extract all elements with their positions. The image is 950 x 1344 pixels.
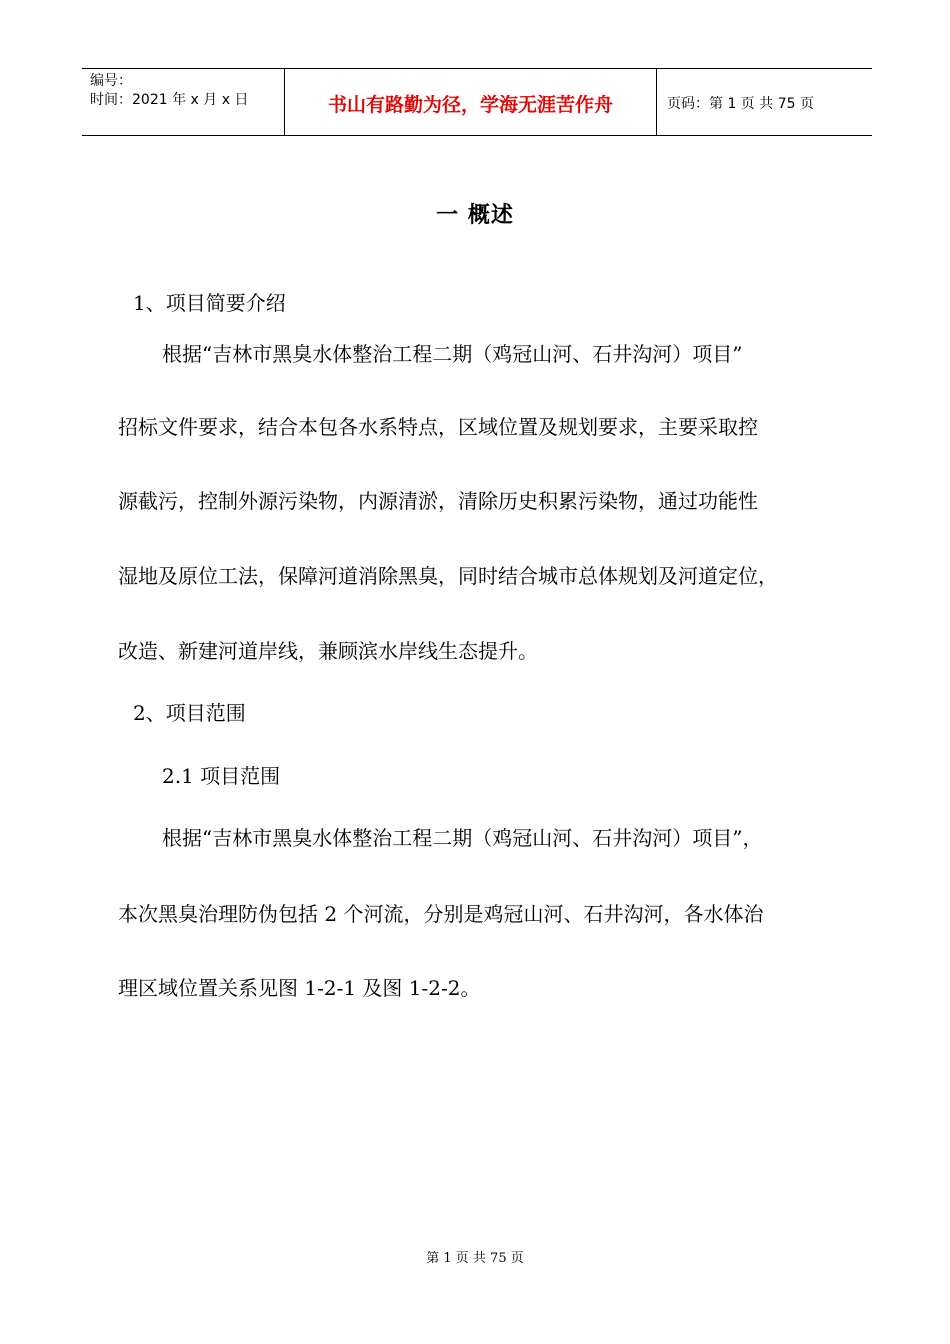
paragraph-line: 根据“吉林市黑臭水体整治工程二期（鸡冠山河、石井沟河）项目”， — [162, 826, 763, 850]
page-info: 页码：第 1 页 共 75 页 — [667, 96, 814, 112]
header-page-cell — [657, 69, 872, 135]
paragraph-line: 根据“吉林市黑臭水体整治工程二期（鸡冠山河、石井沟河）项目” — [162, 342, 743, 366]
header-meta-cell — [82, 69, 285, 135]
subsection-heading: 2.1 项目范围 — [162, 764, 281, 788]
page-footer: 第 1 页 共 75 页 — [426, 1251, 524, 1266]
time-label: 时间：2021 年 x 月 x 日 — [90, 92, 249, 108]
paragraph-line: 理区域位置关系见图 1-2-1 及图 1-2-2。 — [118, 976, 481, 1000]
document-title: 一 概述 — [436, 203, 514, 228]
paragraph-line: 本次黑臭治理防伪包括 2 个河流，分别是鸡冠山河、石井沟河，各水体治 — [118, 902, 764, 926]
paragraph-line: 源截污，控制外源污染物，内源清淤，清除历史积累污染物，通过功能性 — [118, 489, 758, 513]
header-motto-cell — [285, 69, 657, 135]
section-heading-1: 1、项目简要介绍 — [133, 291, 286, 315]
number-label: 编号： — [90, 73, 132, 89]
document-header — [82, 68, 872, 136]
section-heading-2: 2、项目范围 — [133, 701, 246, 725]
paragraph-line: 招标文件要求，结合本包各水系特点，区域位置及规划要求，主要采取控 — [118, 415, 758, 439]
paragraph-line: 湿地及原位工法，保障河道消除黑臭，同时结合城市总体规划及河道定位， — [118, 564, 778, 588]
motto-text: 书山有路勤为径，学海无涯苦作舟 — [327, 93, 613, 116]
paragraph-line: 改造、新建河道岸线，兼顾滨水岸线生态提升。 — [118, 639, 538, 663]
